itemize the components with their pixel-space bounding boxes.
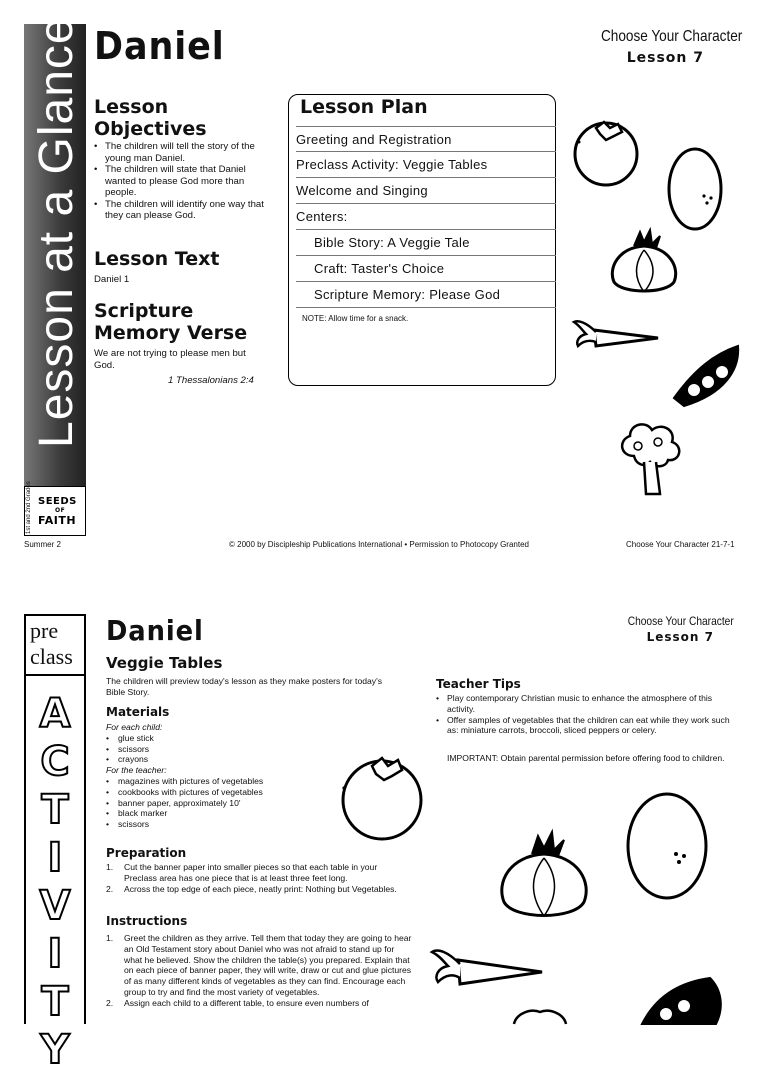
activity-letter: C (40, 739, 70, 785)
logo-grade-label: 1st and 2nd Grades (26, 481, 32, 534)
memory-verse: We are not trying to please men but God. (94, 348, 246, 371)
plan-item-scripture-memory: Scripture Memory: Please God (296, 282, 556, 308)
verse-reference: 1 Thessalonians 2:4 (168, 375, 254, 386)
objective-item: • The children will identify one way that they can please God. (94, 199, 270, 222)
material-item: • scissors (106, 819, 396, 830)
sidebar-divider (26, 674, 84, 676)
potato-icon (666, 146, 724, 232)
activity-letter: Y (40, 1027, 70, 1073)
activity-letter: I (47, 835, 63, 881)
lesson-number: Lesson 7 (626, 50, 704, 66)
instructions-heading: Instructions (106, 914, 188, 928)
activity-letter: T (41, 787, 69, 833)
carrot-icon (572, 316, 662, 352)
sidebar-activity-letters (30, 690, 80, 1074)
objective-item: • The children will tell the story of the young man Daniel. (94, 141, 270, 164)
potato-icon (624, 790, 710, 902)
material-item: • magazines with pictures of vegetables (106, 776, 396, 787)
page2-title: Daniel (106, 614, 204, 647)
plan-note: NOTE: Allow time for a snack. (302, 314, 409, 323)
instruction-step: 1. Greet the children as they arrive. Tell them that today they are going to hear an Old Testament story about Daniel who was not afraid to stand up for what he believed. Show the children the table(s) you prepared. Explain that on each piece of banner paper, they will write, draw or cut and glue pictures of as many different kinds of vegetables as they can find. Encourage each group to try and find the most variety of vegetables. (106, 933, 412, 997)
plan-item-preclass: Preclass Activity: Veggie Tables (296, 152, 556, 178)
plan-item-greeting: Greeting and Registration (296, 126, 556, 152)
onion-icon (492, 830, 596, 922)
preparation-heading: Preparation (106, 846, 187, 860)
broccoli-icon (510, 1008, 570, 1024)
materials-teacher-label: For the teacher: (106, 765, 167, 776)
materials-child-label: For each child: (106, 722, 163, 732)
preparation-step: 2. Across the top edge of each piece, neatly print: Nothing but Vegetables. (106, 883, 397, 894)
lesson-plan-heading: Lesson Plan (300, 96, 428, 118)
tip-item: • Play contemporary Christian music to enhance the atmosphere of this activity. (436, 693, 742, 715)
carrot-icon (430, 944, 546, 990)
material-item: • scissors (106, 744, 396, 755)
activity-letter: V (39, 883, 71, 929)
preparation-list (106, 862, 402, 894)
plan-item-centers: Centers: (296, 204, 556, 230)
page-title: Daniel (94, 24, 225, 68)
tomato-icon (330, 752, 434, 842)
onion-icon (604, 228, 684, 296)
plan-item-welcome: Welcome and Singing (296, 178, 556, 204)
footer-left: Summer 2 (24, 540, 61, 549)
material-item: • glue stick (106, 733, 396, 744)
activity-intro: The children will preview today's lesson as they make posters for today's Bible Story. (106, 676, 383, 697)
plan-item-craft: Craft: Taster's Choice (296, 256, 556, 282)
material-item: • banner paper, approximately 10' (106, 798, 396, 809)
footer-right: Choose Your Character 21-7-1 (626, 540, 735, 549)
broccoli-icon (614, 420, 686, 496)
material-item: • black marker (106, 808, 396, 819)
teacher-tips-list (436, 693, 742, 736)
pea-pod-icon (664, 340, 744, 412)
objective-item: • The children will state that Daniel wanted to please God more than people. (94, 164, 270, 199)
sidebar-title: Lesson at a Glance (30, 16, 83, 448)
tip-important-note: IMPORTANT: Obtain parental permission before offering food to children. (447, 753, 725, 763)
plan-item-bible-story: Bible Story: A Veggie Tale (296, 230, 556, 256)
logo-word-seeds: SEEDS (38, 496, 77, 507)
objectives-list (94, 141, 270, 222)
sidebar-class-text: class (30, 644, 73, 669)
objectives-heading: Lesson Objectives (94, 96, 207, 140)
footer-center: © 2000 by Discipleship Publications International • Permission to Photocopy Granted (229, 540, 529, 549)
instruction-step: 2. Assign each child to a different table, to ensure even numbers of (106, 997, 369, 1008)
pea-pod-icon (636, 976, 726, 1024)
instructions-list (106, 933, 414, 1009)
material-item: • crayons (106, 754, 396, 765)
lesson-text: Daniel 1 (94, 274, 130, 285)
tip-item: • Offer samples of vegetables that the children can eat while they work such as: miniature carrots, broccoli, sliced peppers or celery. (436, 715, 742, 737)
sidebar-preclass-label (30, 618, 73, 670)
lesson-text-heading: Lesson Text (94, 248, 220, 270)
activity-letter: I (47, 931, 63, 977)
series-title: Choose Your Character (600, 28, 742, 45)
preparation-step: 1. Cut the banner paper into smaller pieces so that each table in your Preclass area has one piece that is at least three feet long. (106, 862, 378, 883)
page2-series-title: Choose Your Character (627, 614, 734, 628)
sidebar-pre-text: pre (30, 618, 59, 643)
logo-word-faith: FAITH (38, 514, 77, 527)
materials-heading: Materials (106, 705, 170, 719)
teacher-tips-heading: Teacher Tips (436, 677, 521, 691)
logo-word-of: OF (55, 507, 66, 514)
activity-letter: A (39, 691, 71, 737)
activity-heading: Veggie Tables (106, 654, 223, 672)
verse-heading: Scripture Memory Verse (94, 300, 248, 344)
activity-letter: T (41, 979, 69, 1025)
material-item: • cookbooks with pictures of vegetables (106, 787, 396, 798)
tomato-icon (570, 114, 642, 186)
page2-lesson-number: Lesson 7 (646, 630, 714, 644)
